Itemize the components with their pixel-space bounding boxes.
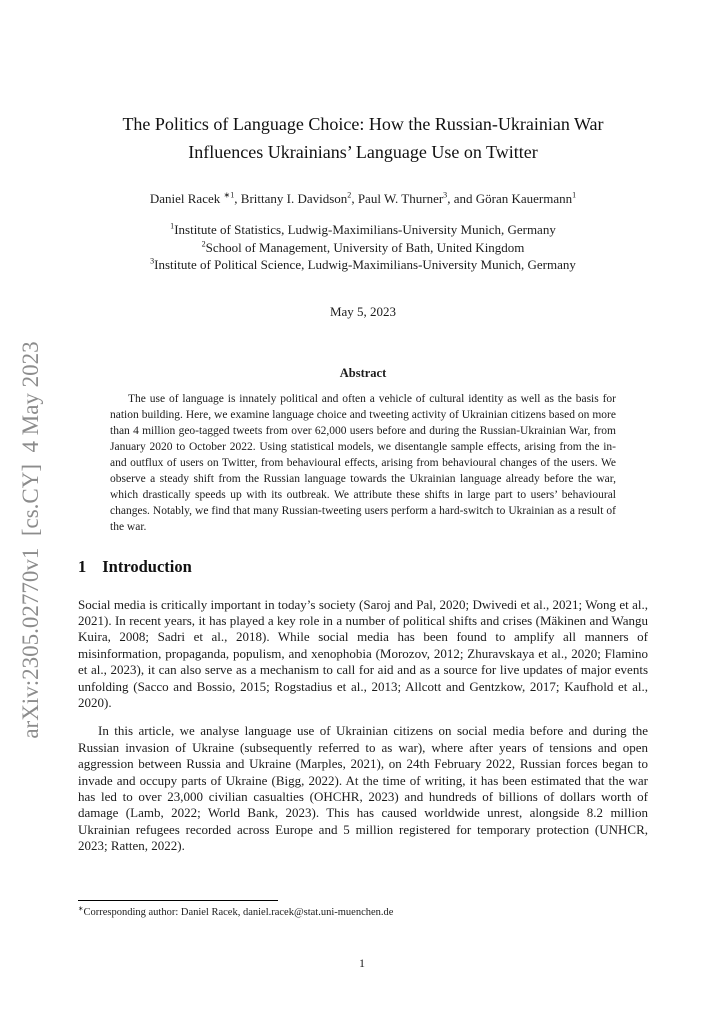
author-name: , Brittany I. Davidson bbox=[234, 191, 348, 206]
author-affiliation-marker: 3 bbox=[443, 190, 448, 200]
affiliation-marker: 2 bbox=[201, 239, 206, 249]
footnote bbox=[78, 900, 648, 920]
abstract-section bbox=[110, 366, 616, 535]
author-line bbox=[78, 190, 648, 207]
affiliation-line bbox=[78, 239, 648, 257]
author-affiliation-marker: 2 bbox=[347, 190, 352, 200]
section-number: 1 bbox=[78, 556, 87, 576]
affiliation-line bbox=[78, 256, 648, 274]
page-number: 1 bbox=[359, 956, 365, 970]
affiliation-text: Institute of Political Science, Ludwig-Maximilians-University Munich, Germany bbox=[154, 257, 576, 272]
footnote-text-line bbox=[78, 906, 648, 920]
body-paragraph: Social media is critically important in today’s society (Saroj and Pal, 2020; Dwivedi et al., 2021; Wong et al., 2021). In recent years, it has played a key role in a number of political shifts and crises (Mäkinen and Wangu Kuira, 2008; Sadri et al., 2018). While social media has been found to amplify all manners of misinformation, propaganda, populism, and xenophobia (Morozov, 2012; Zhuravskaya et al., 2020; Flamino et al., 2023), it can also serve as a mechanism to call for aid and as a source for live updates of major events unfolding (Sacco and Bossio, 2015; Rogstadius et al., 2013; Allcott and Gentzkow, 2017; Kaufhold et al., 2020). bbox=[78, 596, 648, 710]
affiliation-text: Institute of Statistics, Ludwig-Maximilians-University Munich, Germany bbox=[174, 222, 556, 237]
body-paragraph: In this article, we analyse language use of Ukrainian citizens on social media before and during the Russian invasion of Ukraine (subsequently referred to as war), where after years of tensions and open aggression between Russia and Ukraine (Marples, 2021), on 24th February 2022, Russian forces began to invade and occupy parts of Ukraine (Bigg, 2022). At the time of writing, it has been estimated that the war has led to over 23,000 civilian casualties (OHCHR, 2023) and hundreds of billions of dollars worth of damage (Lamb, 2022; World Bank, 2023). This has caused worldwide unrest, alongside 8.2 million Ukrainian refugees recorded across Europe and 5 million registered for temporary protection (UNHCR, 2023; Ratten, 2022). bbox=[78, 723, 648, 854]
section-title: Introduction bbox=[102, 556, 192, 576]
footnote-rule bbox=[78, 900, 278, 901]
affiliations bbox=[78, 221, 648, 274]
section-heading bbox=[78, 557, 648, 577]
footnote-text: Corresponding author: Daniel Racek, daniel.racek@stat.uni-muenchen.de bbox=[83, 907, 394, 918]
paper-content bbox=[78, 0, 648, 855]
arxiv-watermark: arXiv:2305.02770v1 [cs.CY] 4 May 2023 bbox=[18, 341, 43, 739]
author-affiliation-marker: 1 bbox=[572, 190, 577, 200]
abstract-text: The use of language is innately political and often a vehicle of cultural identity as well as the basis for nation building. Here, we examine language choice and tweeting activity of Ukrainian citizens based on more than 4 million geo-tagged tweets from over 62,000 users before and during the Russian-Ukrainian War, from January 2020 to October 2022. Using statistical models, we disentangle sample effects, arising from the in- and outflux of users on Twitter, from behavioural effects, arising from behavioural changes of the users. We observe a steady shift from the Russian language towards the Ukrainian language already before the war, which drastically speeds up with its outbreak. We attribute these shifts in large part to users’ behavioural changes. Notably, we find that many Russian-tweeting users perform a hard-switch to Ukrainian as a result of the war. bbox=[110, 392, 616, 533]
abstract-heading: Abstract bbox=[339, 365, 387, 380]
affiliation-marker: 3 bbox=[150, 256, 155, 266]
paper-title: The Politics of Language Choice: How the Russian-Ukrainian War Influences Ukrainians’ Language Use on Twitter bbox=[122, 114, 604, 162]
author-name: , Paul W. Thurner bbox=[351, 191, 444, 206]
author-affiliation-marker: ∗1 bbox=[223, 190, 235, 200]
author-name: Daniel Racek bbox=[149, 191, 224, 206]
affiliation-line bbox=[78, 221, 648, 239]
affiliation-text: School of Management, University of Bath, United Kingdom bbox=[205, 239, 525, 255]
date-line: May 5, 2023 bbox=[329, 303, 397, 319]
footnote-marker: ∗ bbox=[78, 905, 84, 913]
author-name: , and Göran Kauermann bbox=[447, 191, 573, 206]
affiliation-marker: 1 bbox=[170, 221, 175, 231]
